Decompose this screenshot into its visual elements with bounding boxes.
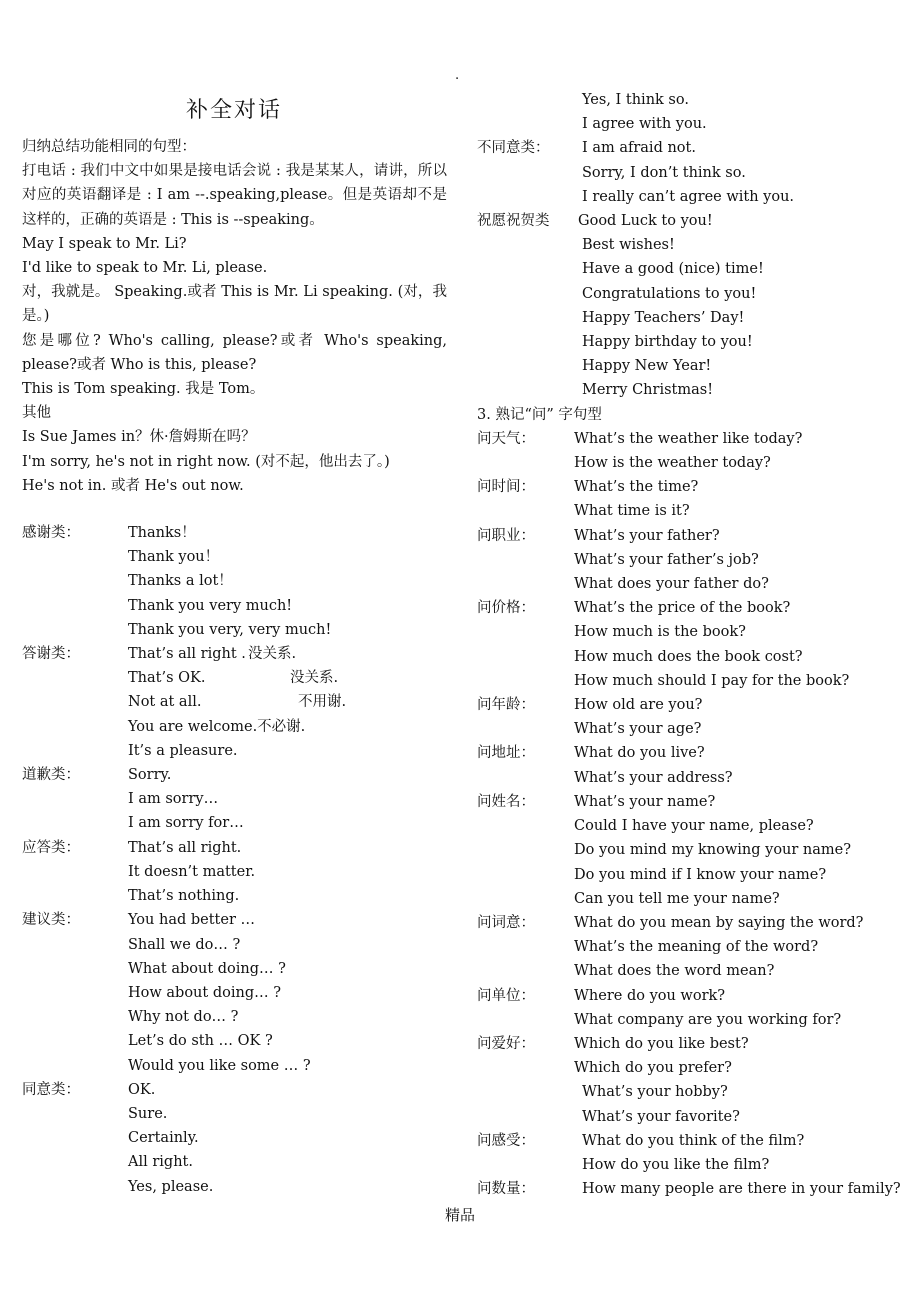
phrase: What does the word mean? — [574, 963, 775, 980]
phrase: What’s the meaning of the word? — [574, 939, 819, 956]
phone-example: He's not in. 或者 He's out now. — [22, 477, 244, 494]
category-label: 问天气： — [477, 430, 535, 447]
phrase: What’s your address? — [574, 769, 733, 786]
category-label: 道歉类： — [22, 767, 80, 784]
phrase: Merry Christmas! — [582, 382, 714, 399]
phrase-translation: 没关系. — [290, 670, 339, 687]
category-row-thanks — [22, 521, 447, 545]
page-footer: 精品 — [444, 1206, 475, 1224]
phrase: It’s a pleasure. — [128, 742, 238, 759]
phrase: Could I have your name, please? — [574, 818, 814, 835]
question-row-name — [477, 790, 907, 814]
phrase: What about doing… ? — [128, 960, 286, 977]
category-label: 应答类： — [22, 839, 80, 856]
phrase: What company are you working for? — [574, 1011, 842, 1028]
phrase: That’s OK. — [128, 670, 206, 687]
phone-example: May I speak to Mr. Li? — [22, 235, 187, 252]
phrase: Thank you very much! — [128, 597, 293, 614]
phrase-translation: 没关系. — [248, 646, 297, 663]
phrase: I am afraid not. — [582, 140, 696, 157]
phrase: Which do you prefer? — [574, 1060, 732, 1077]
category-label: 问时间： — [477, 479, 535, 496]
phrase: Thank you very, very much! — [128, 621, 332, 638]
category-row-response — [22, 836, 447, 860]
phrase: Best wishes! — [582, 237, 675, 254]
category-label: 答谢类： — [22, 646, 80, 663]
question-row-time — [477, 475, 907, 499]
phrase: Good Luck to you! — [578, 213, 713, 230]
question-row-feeling — [477, 1129, 907, 1153]
question-row-quantity — [477, 1177, 907, 1201]
phrase: What’s your father’s job? — [574, 551, 759, 568]
phrase: All right. — [128, 1154, 193, 1171]
category-label: 问爱好： — [477, 1035, 535, 1052]
phrase: What’s your name? — [574, 793, 716, 810]
phrase: What’s the time? — [574, 479, 699, 496]
category-label: 问价格： — [477, 600, 535, 617]
category-label: 问感受： — [477, 1132, 535, 1149]
category-row-apology — [22, 763, 447, 787]
phrase: I really can’t agree with you. — [582, 188, 795, 205]
phrase: Sorry. — [128, 767, 172, 784]
phrase: OK. — [128, 1081, 156, 1098]
phrase: How many people are there in your family? — [582, 1181, 901, 1198]
phrase: How do you like the film? — [582, 1156, 770, 1173]
phrase: Not at all. — [128, 694, 202, 711]
phone-example: This is Tom speaking. 我是 Tom。 — [22, 381, 265, 398]
phrase: What do you live? — [574, 745, 705, 762]
other-heading: 其他 — [22, 405, 51, 422]
phrase: Which do you like best? — [574, 1035, 749, 1052]
phrase: Why not do… ? — [128, 1009, 239, 1026]
phrase: Sorry, I don’t think so. — [582, 164, 746, 181]
category-row-wishes — [477, 209, 907, 233]
phrase: How about doing… ? — [128, 984, 281, 1001]
category-label: 问姓名： — [477, 793, 535, 810]
phrase: What does your father do? — [574, 576, 769, 593]
question-row-address — [477, 741, 907, 765]
category-label: 同意类： — [22, 1081, 80, 1098]
phone-intro-text: 打电话 : 我们中文中如果是接电话会说 : 我是某某人，请讲，所以对应的英语翻译是 : I am --.speaking,please。但是英语却不是这样的，正确的英语是 : This is --speaking。 — [22, 163, 447, 228]
phrase: Thanks a lot！ — [128, 573, 233, 590]
left-column — [22, 135, 447, 1199]
question-row-job — [477, 524, 907, 548]
phrase: Have a good (nice) time! — [582, 261, 764, 278]
question-row-meaning — [477, 911, 907, 935]
category-row-disagree — [477, 136, 907, 160]
category-label: 感谢类： — [22, 525, 80, 542]
phrase: Thanks！ — [128, 525, 196, 542]
phrase: How much is the book? — [574, 624, 746, 641]
phrase: Where do you work? — [574, 987, 726, 1004]
category-label: 问职业： — [477, 527, 535, 544]
phone-example: Is Sue James in？休·詹姆斯在吗？ — [22, 429, 256, 446]
category-label: 问数量： — [477, 1181, 535, 1198]
phrase: That’s all right. — [128, 839, 242, 856]
phrase: Thank you！ — [128, 549, 220, 566]
category-label: 问词意： — [477, 914, 535, 931]
question-row-workplace — [477, 984, 907, 1008]
question-row-hobby — [477, 1032, 907, 1056]
phrase: Congratulations to you! — [582, 285, 757, 302]
section-heading: 3. 熟记“问” 字句型 — [477, 406, 602, 423]
phone-example: I'm sorry, he's not in right now. (对不起，他出去了。) — [22, 453, 390, 470]
phrase: What’s your age? — [574, 721, 702, 738]
phrase: What’s your hobby? — [582, 1084, 728, 1101]
phone-example: 您是哪位? Who's calling, please?或者 Who's speaking, please?或者 Who is this, please? — [22, 332, 447, 373]
phrase: Shall we do… ? — [128, 936, 241, 953]
phrase: I agree with you. — [582, 116, 707, 133]
phone-example: I'd like to speak to Mr. Li, please. — [22, 260, 268, 277]
right-column — [477, 88, 907, 1201]
phrase: Happy birthday to you! — [582, 334, 753, 351]
phrase: It doesn’t matter. — [128, 863, 256, 880]
phrase: What’s the weather like today? — [574, 430, 803, 447]
page-title: 补全对话 — [186, 98, 283, 123]
phrase: Do you mind my knowing your name? — [574, 842, 852, 859]
phrase: How old are you? — [574, 697, 703, 714]
intro-heading: 归纳总结功能相同的句型： — [22, 139, 196, 155]
phrase: Yes, please. — [128, 1178, 214, 1195]
phrase: Yes, I think so. — [582, 92, 689, 108]
phrase: You had better … — [128, 912, 256, 929]
phrase-translation: 不用谢. — [298, 694, 347, 711]
phrase: How is the weather today? — [574, 455, 771, 472]
phrase: I am sorry for… — [128, 815, 244, 832]
phrase: How much should I pay for the book? — [574, 672, 850, 689]
category-label: 祝愿祝贺类 — [477, 213, 550, 230]
phrase: What’s your favorite? — [582, 1108, 740, 1125]
question-row-age — [477, 693, 907, 717]
phrase: What do you think of the film? — [582, 1132, 805, 1149]
phrase: What time is it? — [574, 503, 690, 520]
phone-example: 对，我就是。 Speaking.或者 This is Mr. Li speaking. (对，我是。) — [22, 284, 447, 325]
phrase: What’s your father? — [574, 527, 720, 544]
phrase: Would you like some … ? — [128, 1057, 311, 1074]
question-row-weather — [477, 427, 907, 451]
header-dot: . — [455, 68, 460, 83]
category-row-agree — [22, 1078, 447, 1102]
category-label: 不同意类： — [477, 140, 550, 157]
category-label: 问地址： — [477, 745, 535, 762]
phrase: Happy Teachers’ Day! — [582, 309, 745, 326]
phrase: That’s nothing. — [128, 888, 240, 905]
category-label: 问单位： — [477, 987, 535, 1004]
phrase: What’s the price of the book? — [574, 600, 791, 617]
phrase: You are welcome.不必谢. — [128, 718, 306, 735]
phrase: How much does the book cost? — [574, 648, 803, 665]
phrase: Happy New Year! — [582, 358, 712, 375]
category-row-reply-thanks — [22, 642, 447, 666]
phrase: I am sorry… — [128, 791, 219, 808]
phrase: Do you mind if I know your name? — [574, 866, 827, 883]
category-label: 问年龄： — [477, 697, 535, 714]
question-row-price — [477, 596, 907, 620]
category-row-suggestion — [22, 908, 447, 932]
phrase: Sure. — [128, 1105, 168, 1122]
phrase: Certainly. — [128, 1130, 199, 1147]
phrase: That’s all right . — [128, 646, 246, 663]
phrase: Can you tell me your name? — [574, 890, 780, 907]
phrase: What do you mean by saying the word? — [574, 914, 864, 931]
phrase: Let’s do sth … OK ? — [128, 1033, 273, 1050]
category-label: 建议类： — [22, 912, 80, 929]
